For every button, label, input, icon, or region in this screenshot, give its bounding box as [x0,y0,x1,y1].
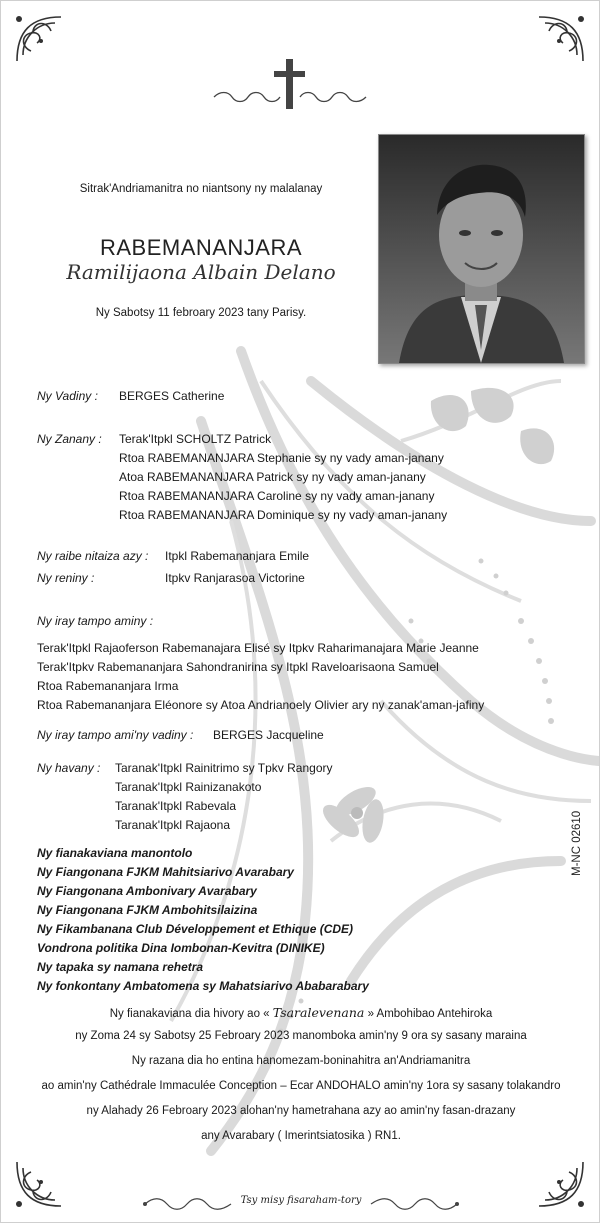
spouse-sibling-label: Ny iray tampo ami'ny vadiny : [37,728,194,742]
arrangements-line1-pre: Ny fianakaviana dia hivory ao « [109,1008,270,1020]
father-name: Itpkl Rabemananjara Emile [165,549,310,563]
footer-ornament [141,1193,461,1215]
relatives-label: Ny havany : [37,761,101,775]
reference-code: M-NC 02610 [571,810,583,876]
list-item: Ny fianakaviana manontolo [37,846,193,860]
list-item: Ny fonkontany Ambatomena sy Mahatsiarivo Ababarabary [37,979,369,993]
list-item: Rtoa RABEMANANJARA Dominique sy ny vady aman-janany [119,508,448,522]
corner-ornament-bottom-left [11,1156,67,1212]
list-item: Taranak'Itpkl Rajaona [115,818,231,832]
list-item: Taranak'Itpkl Rabevala [115,799,237,813]
arrangements-line: any Avarabary ( Imerintsiatosika ) RN1. [201,1130,401,1142]
corner-ornament-top-left [11,11,67,67]
spouse-name: BERGES Catherine [119,389,225,403]
footer-text: Tsy misy fisaraham-tory [240,1195,362,1206]
father-label: Ny raibe nitaiza azy : [37,549,149,563]
arrangements-line: ny Zoma 24 sy Sabotsy 25 Febroary 2023 manomboka amin'ny 9 ora sy sasany maraina [75,1030,527,1042]
list-item: Terak'Itpkl SCHOLTZ Patrick [119,432,272,446]
list-item: Taranak'Itpkl Rainizanakoto [115,780,262,794]
list-item: Ny tapaka sy namana rehetra [37,960,204,974]
list-item: Rtoa RABEMANANJARA Stephanie sy ny vady aman-janany [119,451,444,465]
list-item: Taranak'Itpkl Rainitrimo sy Tpkv Rangory [115,761,333,775]
list-item: Ny Fiangonana FJKM Ambohitsilaizina [37,903,258,917]
list-item: Vondrona politika Dina Iombonan-Kevitra (DINIKE) [37,941,325,955]
deceased-surname: RABEMANANJARA [99,235,303,260]
list-item: Rtoa Rabemananjara Irma [37,679,179,693]
intro-text: Sitrak'Andriamanitra no niantsony ny malalanay [79,183,323,195]
list-item: Rtoa Rabemananjara Eléonore sy Atoa Andrianoely Olivier ary ny zanak'aman-jafiny [37,698,485,712]
list-item: Terak'Itpkv Rabemananjara Sahondranirina sy Itpkl Raveloarisaona Samuel [37,660,439,674]
spouse-label: Ny Vadiny : [37,389,98,403]
list-item: Terak'Itpkl Rajaoferson Rabemanajara Elisé sy Itpkv Raharimanajara Marie Jeanne [37,641,479,655]
corner-ornament-bottom-right [533,1156,589,1212]
arrangements-line: Ny razana dia ho entina hanomezam-boninahitra an'Andriamanitra [131,1055,471,1067]
arrangements-line [1,1005,600,1020]
deceased-given-names: Ramilijaona Albain Delano [66,260,336,284]
mother-name: Itpkv Ranjarasoa Victorine [165,571,305,585]
cross-icon [210,57,370,115]
mother-label: Ny reniny : [37,571,95,585]
list-item: Atoa RABEMANANJARA Patrick sy ny vady aman-janany [119,470,426,484]
corner-ornament-top-right [533,11,589,67]
reference-code-wrapper [571,810,600,888]
children-label: Ny Zanany : [37,432,102,446]
list-item: Ny Fiangonana Ambonivary Avarabary [37,884,257,898]
arrangements-line: ao amin'ny Cathédrale Immaculée Conception – Ecar ANDOHALO amin'ny 1ora sy sasany tolakandro [41,1080,561,1092]
list-item: Ny Fiangonana FJKM Mahitsiarivo Avarabary [37,865,294,879]
death-notice: Ny Sabotsy 11 febroary 2023 tany Parisy. [95,307,307,319]
spouse-sibling-name: BERGES Jacqueline [213,728,324,742]
arrangements-line: ny Alahady 26 Febroary 2023 alohan'ny hametrahana azy ao amin'ny fasan-drazany [86,1105,516,1117]
arrangements-line1-post: » Ambohibao Antehiroka [367,1008,493,1020]
list-item: Rtoa RABEMANANJARA Caroline sy ny vady aman-janany [119,489,435,503]
venue-name: Tsaralevenana [272,1005,365,1020]
siblings-label: Ny iray tampo aminy : [37,614,154,628]
portrait-photo [378,134,585,364]
list-item: Ny Fikambanana Club Développement et Ethique (CDE) [37,922,354,936]
